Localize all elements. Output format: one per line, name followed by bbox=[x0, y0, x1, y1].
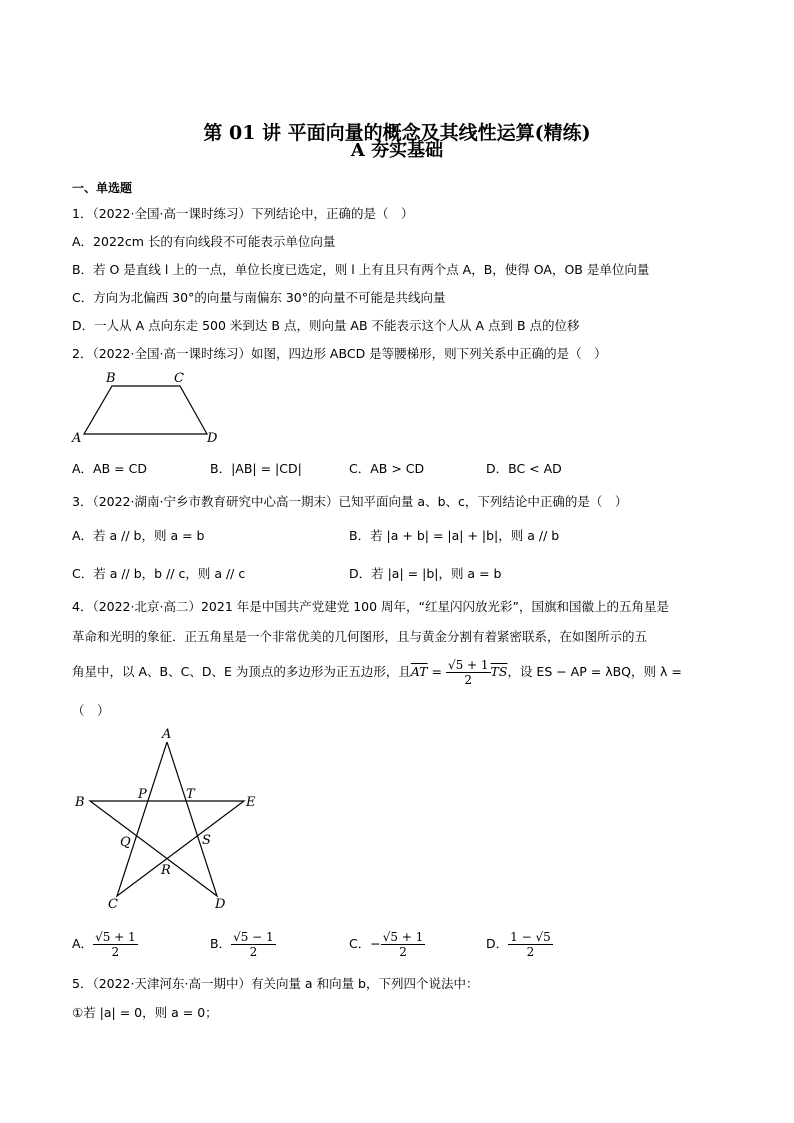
q1-option-c: C．方向为北偏西 30°的向量与南偏东 30°的向量不可能是共线向量 bbox=[72, 290, 446, 305]
q4-line-3-pre: 角星中，以 A、B、C、D、E 为顶点的多边形为正五边形，且 bbox=[72, 664, 411, 679]
pentagram-label-p: P bbox=[138, 787, 147, 802]
q4-line-3 bbox=[72, 656, 682, 688]
q4-option-d-den: 2 bbox=[526, 945, 535, 959]
pentagram-label-c: C bbox=[108, 897, 118, 912]
q4-option-b-fraction bbox=[231, 930, 276, 959]
q4-option-b-den: 2 bbox=[249, 945, 258, 959]
q4-line-2: 革命和光明的象征．正五角星是一个非常优美的几何图形，且与黄金分割有着紧密联系，在如图所示的五 bbox=[72, 629, 648, 644]
q1-option-d: D．一人从 A 点向东走 500 米到达 B 点，则向量 AB 不能表示这个人从 A 点到 B 点的位移 bbox=[72, 318, 580, 333]
q1-option-a: A．2022cm 长的有向线段不可能表示单位向量 bbox=[72, 234, 336, 249]
pentagram-label-a: A bbox=[162, 728, 172, 742]
pentagram-label-s: S bbox=[202, 833, 211, 848]
pentagram-label-e: E bbox=[246, 795, 256, 810]
q4-option-a-label: A． bbox=[72, 936, 94, 951]
q4-golden-fraction bbox=[446, 658, 491, 687]
q4-vector-at: $\overline{AT}$ bbox=[410, 664, 428, 679]
section-heading: 一、单选题 bbox=[72, 181, 133, 195]
q5-stem: 5．（2022·天津河东·高一期中）有关向量 a 和向量 b，下列四个说法中： bbox=[72, 976, 479, 991]
q4-equals: = bbox=[427, 664, 446, 679]
trapezoid-label-b: B bbox=[106, 371, 116, 386]
trapezoid-label-d: D bbox=[207, 431, 218, 446]
q4-line-3-post: ，设 ES − AP = λBQ，则 λ = bbox=[507, 664, 682, 679]
q4-option-d-num: 1 − √5 bbox=[510, 930, 551, 944]
q4-option-c-den: 2 bbox=[399, 945, 407, 959]
q4-vector-ts: $\overline{TS}$ bbox=[490, 664, 508, 679]
q2-option-d: D．BC < AD bbox=[486, 461, 562, 476]
q2-option-a: A．AB = CD bbox=[72, 461, 147, 476]
q4-option-d bbox=[486, 928, 553, 960]
q2-stem: 2．（2022·全国·高一课时练习）如图，四边形 ABCD 是等腰梯形，则下列关系中正确的是（ ） bbox=[72, 346, 607, 361]
q4-option-a-fraction bbox=[93, 930, 138, 959]
q4-option-c bbox=[349, 928, 425, 960]
q4-option-a bbox=[72, 928, 138, 960]
pentagram-label-b: B bbox=[75, 795, 85, 810]
q4-option-c-num: √5 + 1 bbox=[382, 930, 424, 944]
q4-fraction-num: √5 + 1 bbox=[447, 658, 489, 672]
q4-fraction-den: 2 bbox=[464, 673, 473, 687]
pentagram-label-r: R bbox=[161, 863, 171, 878]
trapezoid-label-c: C bbox=[174, 371, 184, 386]
page-title: 第 01 讲 平面向量的概念及其线性运算(精练) bbox=[203, 122, 591, 144]
q4-line-1: 4．（2022·北京·高二）2021 年是中国共产党建党 100 周年，“红星闪闪放光彩”，国旗和国徽上的五角星是 bbox=[72, 599, 670, 614]
pentagram-figure bbox=[70, 728, 270, 914]
q2-option-b: B．|AB| = |CD| bbox=[210, 461, 302, 476]
page-subtitle: A 夯实基础 bbox=[350, 140, 444, 161]
q3-option-a: A．若 a // b，则 a = b bbox=[72, 528, 205, 543]
q1-option-b: B．若 O 是直线 l 上的一点，单位长度已选定，则 l 上有且只有两个点 A，B，使得 OA，OB 是单位向量 bbox=[72, 262, 650, 277]
q4-option-c-fraction bbox=[381, 930, 426, 959]
q4-option-c-sign: − bbox=[370, 936, 381, 951]
trapezoid-label-a: A bbox=[72, 431, 82, 446]
q4-option-b-num: √5 − 1 bbox=[233, 930, 274, 944]
q2-option-c: C．AB > CD bbox=[349, 461, 425, 476]
pentagram-label-t: T bbox=[186, 787, 195, 802]
q4-option-b-label: B． bbox=[210, 936, 232, 951]
q4-answer-paren: （ ） bbox=[72, 703, 110, 718]
pentagram-label-d: D bbox=[215, 897, 226, 912]
q4-option-a-num: √5 + 1 bbox=[95, 930, 136, 944]
q3-option-b: B．若 |a + b| = |a| + |b|，则 a // b bbox=[349, 528, 560, 543]
q5-item-1: ①若 |a| = 0，则 a = 0； bbox=[72, 1005, 218, 1020]
q3-option-c: C．若 a // b，b // c，则 a // c bbox=[72, 566, 246, 581]
q3-option-d: D．若 |a| = |b|，则 a = b bbox=[349, 566, 502, 581]
q4-option-c-label: C． bbox=[349, 936, 371, 951]
q4-option-a-den: 2 bbox=[111, 945, 120, 959]
q1-stem: 1．（2022·全国·高一课时练习）下列结论中，正确的是（ ） bbox=[72, 206, 414, 221]
q4-option-d-label: D． bbox=[486, 936, 509, 951]
q3-stem: 3．（2022·湖南·宁乡市教育研究中心高一期末）已知平面向量 a、b、c，下列结论中正确的是（ ） bbox=[72, 494, 628, 509]
q4-option-d-fraction bbox=[508, 930, 553, 959]
q4-option-b bbox=[210, 928, 276, 960]
pentagram-label-q: Q bbox=[120, 835, 131, 850]
trapezoid-figure bbox=[70, 368, 230, 446]
